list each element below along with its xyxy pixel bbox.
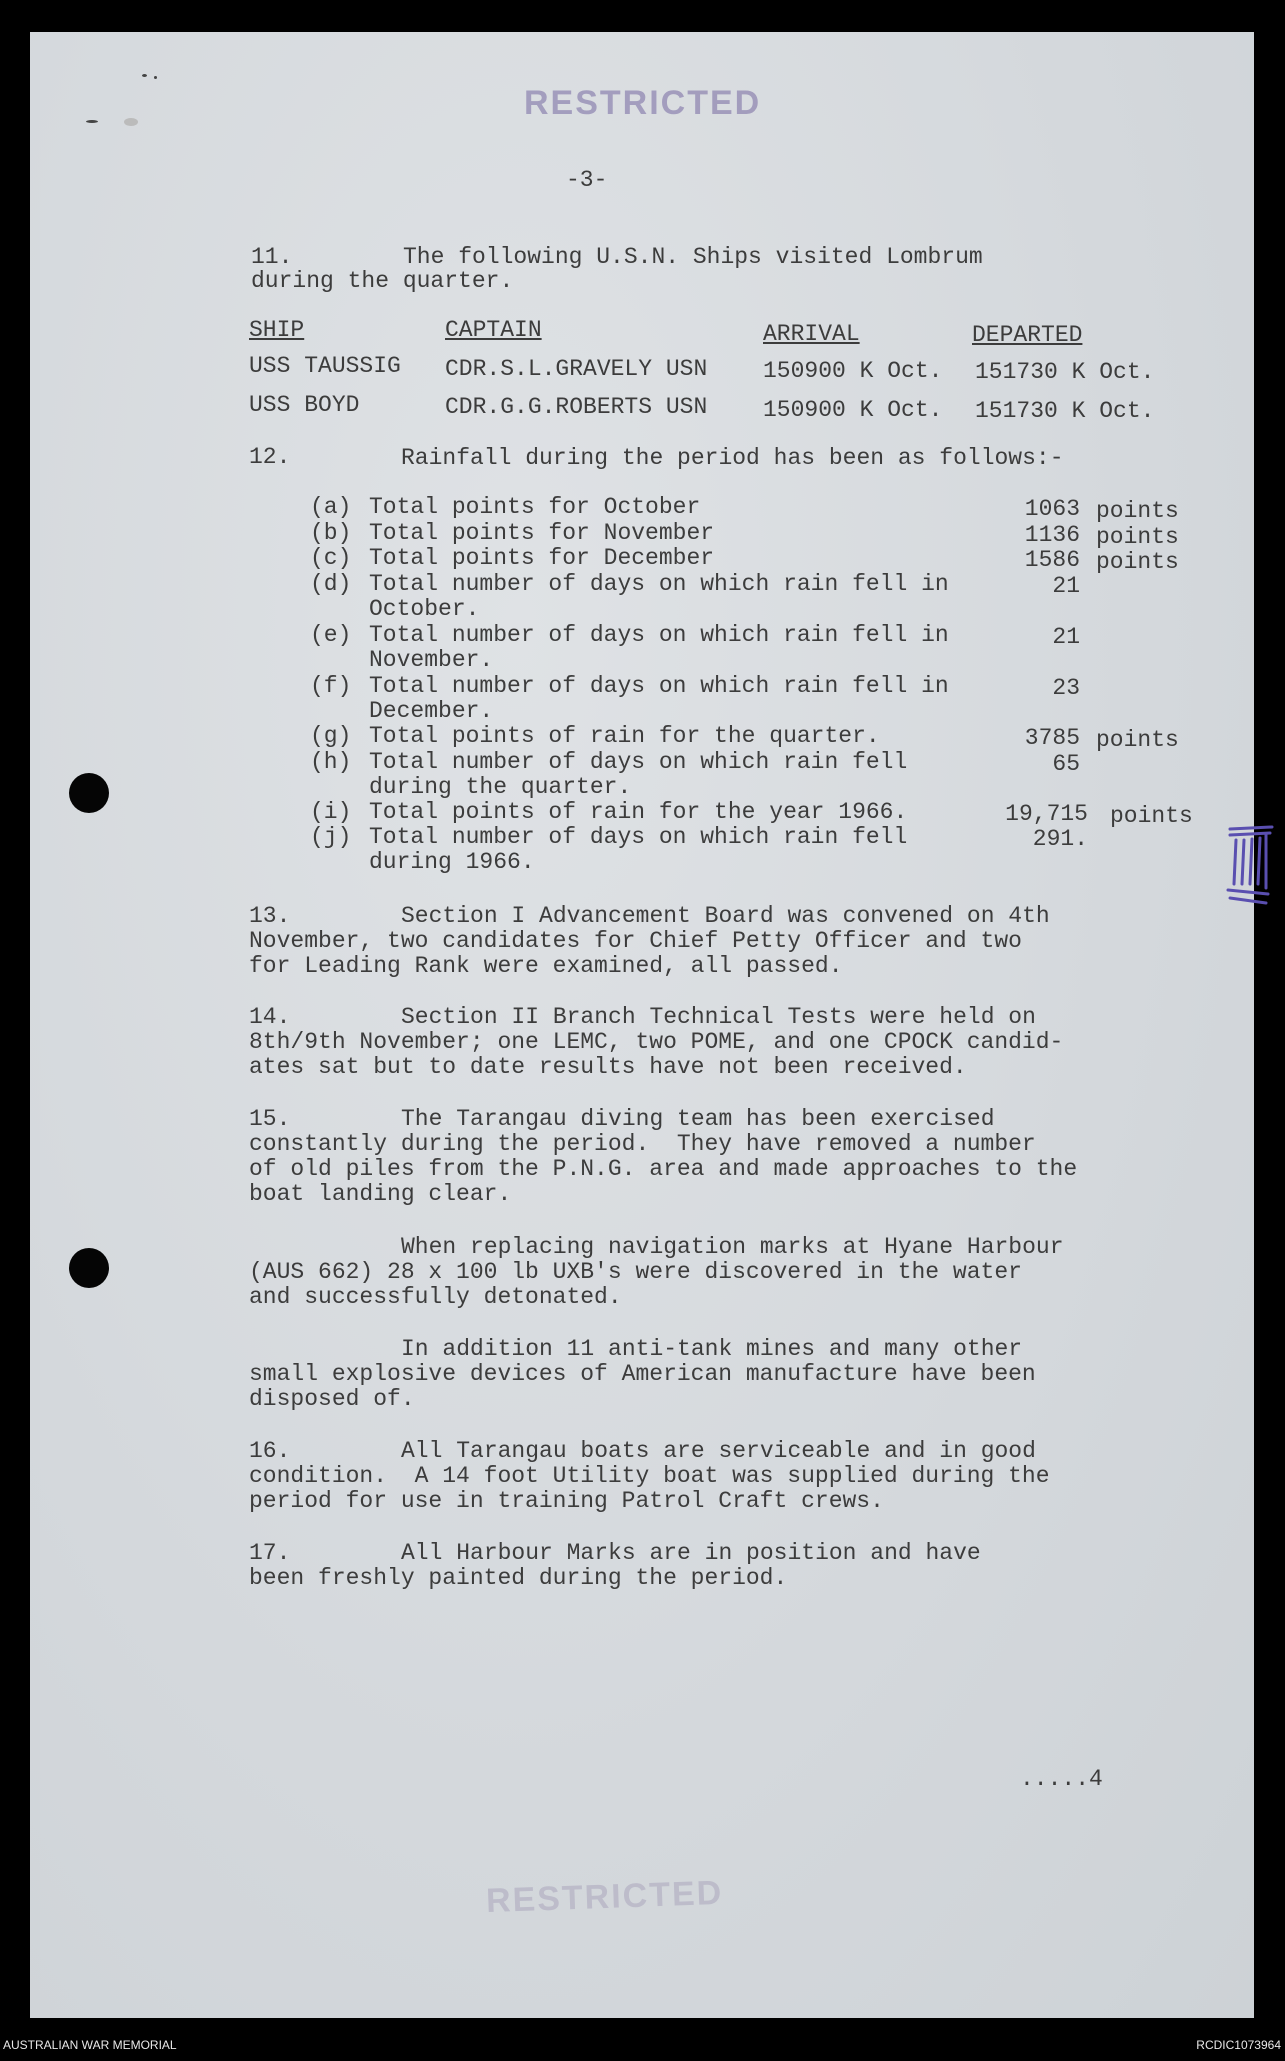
ships-cell: 150900 K Oct. [763, 358, 943, 384]
ships-cell: 151730 K Oct. [975, 398, 1155, 424]
para-16-line: condition. A 14 foot Utility boat was supplied during the [249, 1463, 1050, 1489]
para-11-line: during the quarter. [251, 268, 514, 294]
para-15-line: boat landing clear. [249, 1181, 512, 1207]
rainfall-item-label: (g) [310, 723, 352, 749]
para-14-line: Section II Branch Technical Tests were held on [401, 1004, 1036, 1030]
rainfall-item-unit: points [1096, 524, 1179, 550]
page-number: -3- [566, 167, 608, 193]
document-page [30, 32, 1254, 2018]
para-15b-line: When replacing navigation marks at Hyane Harbour [401, 1234, 1064, 1260]
rainfall-item-label: (j) [310, 824, 352, 850]
rainfall-item-label: (b) [310, 520, 352, 546]
para-15b-line: (AUS 662) 28 x 100 lb UXB's were discovered in the water [249, 1259, 1022, 1285]
para-13-line: for Leading Rank were examined, all passed. [249, 953, 843, 979]
para-17-number: 17. [249, 1540, 291, 1566]
ships-cell: CDR.G.G.ROBERTS USN [445, 394, 708, 420]
para-16-line: period for use in training Patrol Craft crews. [249, 1488, 884, 1514]
rainfall-item-text: Total number of days on which rain fell in [369, 673, 949, 699]
rainfall-item-text: Total points of rain for the quarter. [369, 723, 880, 749]
para-16-number: 16. [249, 1438, 291, 1464]
rainfall-item-text: Total points for December [369, 545, 715, 571]
paper-speck [86, 120, 98, 123]
rainfall-item-unit: points [1096, 727, 1179, 753]
paper-speck [154, 76, 157, 79]
rainfall-item-text: Total number of days on which rain fell [369, 749, 908, 775]
rainfall-item-value: 1063 [1024, 496, 1080, 522]
para-13-number: 13. [249, 903, 291, 929]
ships-cell: USS BOYD [249, 392, 360, 418]
para-14-line: ates sat but to date results have not been received. [249, 1054, 967, 1080]
para-14-line: 8th/9th November; one LEMC, two POME, and one CPOCK candid- [249, 1029, 1064, 1055]
rainfall-item-unit: points [1096, 549, 1179, 575]
para-11-line: The following U.S.N. Ships visited Lombrum [403, 244, 983, 270]
rainfall-item-value: 3785 [1024, 725, 1080, 751]
rainfall-item-text: December. [369, 698, 494, 724]
rainfall-item-value: 23 [1052, 675, 1080, 701]
para-17-line: All Harbour Marks are in position and have [401, 1540, 981, 1566]
rainfall-item-text: Total number of days on which rain fell in [369, 622, 949, 648]
para-15c-line: In addition 11 anti-tank mines and many other [401, 1336, 1023, 1362]
para-13-line: November, two candidates for Chief Petty Officer and two [249, 928, 1022, 954]
footer-id: RCDIC1073964 [1196, 2038, 1281, 2052]
para-15c-line: small explosive devices of American manufacture have been [249, 1361, 1036, 1387]
para-11-number: 11. [251, 244, 293, 270]
continuation-marker: .....4 [1020, 1766, 1103, 1792]
paper-tear [124, 118, 138, 126]
paper-speck [142, 74, 147, 77]
rainfall-item-label: (i) [310, 799, 352, 825]
para-15-number: 15. [249, 1106, 291, 1132]
rainfall-item-text: Total number of days on which rain fell in [369, 571, 949, 597]
para-15-line: constantly during the period. They have removed a number [249, 1131, 1036, 1157]
rainfall-item-value: 65 [1052, 751, 1080, 777]
punch-hole [69, 773, 109, 813]
rainfall-item-value: 291. [1032, 826, 1088, 852]
para-15b-line: and successfully detonated. [249, 1284, 622, 1310]
rainfall-item-value: 21 [1052, 573, 1080, 599]
para-17-line: been freshly painted during the period. [249, 1565, 788, 1591]
rainfall-item-label: (f) [310, 673, 352, 699]
rainfall-item-text: during the quarter. [369, 774, 632, 800]
rainfall-item-unit: points [1096, 498, 1179, 524]
para-16-line: All Tarangau boats are serviceable and in good [401, 1438, 1036, 1464]
rainfall-item-text: Total points for October [369, 494, 701, 520]
para-12-number: 12. [249, 444, 291, 470]
ships-cell: CDR.S.L.GRAVELY USN [445, 356, 708, 382]
para-12-line: Rainfall during the period has been as follows:- [401, 445, 1064, 471]
para-14-number: 14. [249, 1004, 291, 1030]
rainfall-item-label: (e) [310, 622, 352, 648]
rainfall-item-text: during 1966. [369, 849, 535, 875]
ships-header-arrival: ARRIVAL [763, 321, 860, 347]
rainfall-item-text: Total points for November [369, 520, 715, 546]
ships-header-departed: DEPARTED [972, 322, 1083, 348]
restricted-stamp-bottom: RESTRICTED [485, 1873, 724, 1921]
rainfall-item-text: October. [369, 596, 480, 622]
rainfall-item-text: November. [369, 647, 494, 673]
rainfall-item-value: 1586 [1024, 547, 1080, 573]
para-15-line: The Tarangau diving team has been exercised [401, 1106, 995, 1132]
rainfall-item-text: Total points of rain for the year 1966. [369, 799, 908, 825]
rainfall-item-label: (a) [310, 494, 352, 520]
rainfall-item-text: Total number of days on which rain fell [369, 824, 908, 850]
punch-hole [69, 1248, 109, 1288]
para-13-line: Section I Advancement Board was convened on 4th [401, 903, 1050, 929]
para-15-line: of old piles from the P.N.G. area and made approaches to the [249, 1156, 1078, 1182]
rainfall-item-value: 19,715 [1005, 801, 1088, 827]
ships-cell: 150900 K Oct. [763, 397, 943, 423]
rainfall-item-value: 21 [1052, 624, 1080, 650]
rainfall-item-unit: points [1110, 803, 1193, 829]
restricted-stamp-top: RESTRICTED [524, 84, 762, 122]
rainfall-item-label: (d) [310, 571, 352, 597]
rainfall-item-label: (h) [310, 749, 352, 775]
para-15c-line: disposed of. [249, 1386, 415, 1412]
ships-header-ship: SHIP [249, 317, 305, 343]
ink-tally-mark [1226, 824, 1276, 908]
ships-cell: USS TAUSSIG [249, 353, 401, 379]
ships-cell: 151730 K Oct. [975, 359, 1155, 385]
rainfall-item-value: 1136 [1024, 522, 1080, 548]
footer-source: AUSTRALIAN WAR MEMORIAL [3, 2038, 177, 2052]
ships-header-captain: CAPTAIN [445, 317, 542, 343]
rainfall-item-label: (c) [310, 545, 352, 571]
